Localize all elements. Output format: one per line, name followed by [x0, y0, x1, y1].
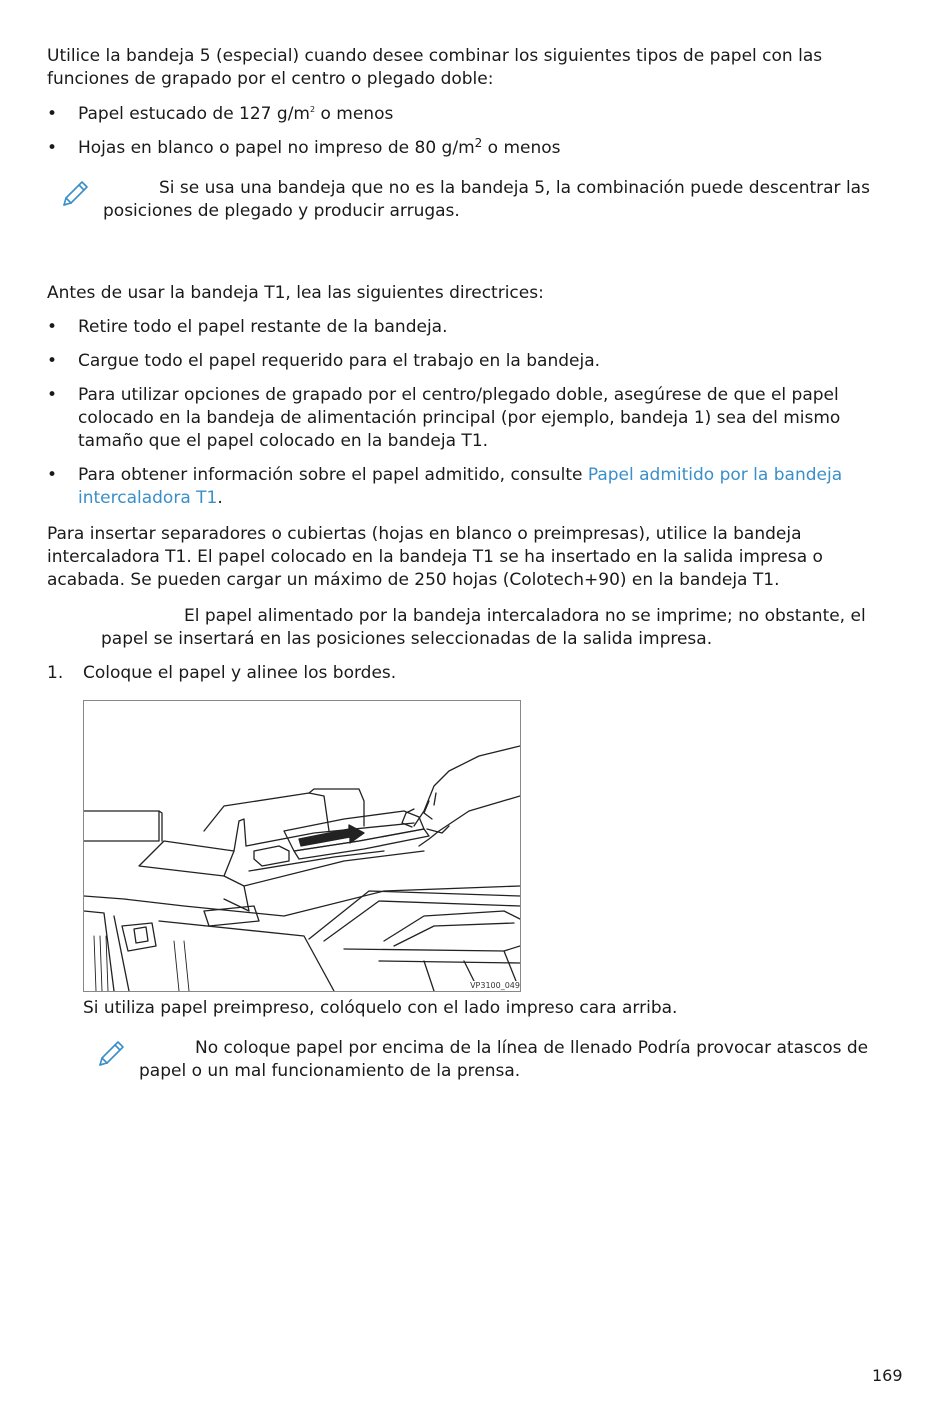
paragraph-t1-description: Para insertar separadores o cubiertas (hojas en blanco o preimpresas), utilice la bandeja intercaladora T1. El papel colocado en la bandeja T1 se ha insertado en la salida impresa o acabada. Se pueden cargar un máximo de 250 hojas (Colotech+90) en la bandeja T1. [47, 524, 823, 590]
figure-loading-paper [83, 700, 521, 992]
note-block [60, 177, 890, 223]
page-number: 169 [872, 1366, 903, 1385]
note-block [101, 605, 891, 651]
list-item [47, 384, 898, 453]
step-number: 1. [47, 663, 64, 683]
note-text: No coloque papel por encima de la línea de llenado Podría provocar atascos de papel o un mal funcionamiento de la prensa. [139, 1038, 869, 1081]
step-text: Coloque el papel y alinee los bordes. [83, 663, 397, 683]
list-item [47, 103, 898, 126]
bullet-dot: • [47, 385, 58, 405]
bullet-dot: • [47, 104, 58, 124]
bullet-text: Retire todo el papel restante de la bandeja. [78, 317, 448, 337]
list-item [47, 464, 898, 510]
bullet-text: Cargue todo el papel requerido para el trabajo en la bandeja. [78, 351, 601, 371]
list-item [47, 350, 898, 373]
list-item [47, 316, 898, 339]
bullet-text-end: . [217, 488, 223, 508]
note-block [96, 1037, 891, 1083]
paragraph-preprinted: Si utiliza papel preimpreso, colóquelo con el lado impreso cara arriba. [83, 998, 678, 1018]
figure-code: VP3100_049 [470, 981, 520, 990]
note-text: El papel alimentado por la bandeja intercaladora no se imprime; no obstante, el papel se insertará en las posiciones seleccionadas de la salida impresa. [101, 606, 866, 649]
pencil-icon [96, 1039, 126, 1069]
bullet-text: Para obtener información sobre el papel admitido, consulte [78, 465, 588, 485]
pencil-icon [60, 179, 90, 209]
bullet-text: Para utilizar opciones de grapado por el centro/plegado doble, asegúrese de que el papel colocado en la bandeja de alimentación principal (por ejemplo, bandeja 1) sea del mismo tamaño que el papel colocado en la bandeja T1. [78, 385, 841, 451]
list-item [47, 137, 898, 160]
note-text: Si se usa una bandeja que no es la bandeja 5, la combinación puede descentrar las posiciones de plegado y producir arrugas. [103, 178, 870, 221]
bullet-text: Hojas en blanco o papel no impreso de 80 g/m [78, 138, 475, 158]
bullet-dot: • [47, 317, 58, 337]
printer-illustration [84, 701, 520, 991]
superscript: 2 [309, 105, 316, 114]
superscript: 2 [474, 136, 483, 150]
bullet-dot: • [47, 138, 58, 158]
paragraph-intro-tray5: Utilice la bandeja 5 (especial) cuando desee combinar los siguientes tipos de papel con las funciones de grapado por el centro o plegado doble: [47, 46, 823, 89]
bullet-text-end: o menos [482, 138, 561, 158]
paragraph-intro-t1: Antes de usar la bandeja T1, lea las siguientes directrices: [47, 283, 544, 303]
bullet-dot: • [47, 351, 58, 371]
link-papel-admitido[interactable]: Papel admitido por la bandeja intercaladora T1 [78, 465, 843, 508]
step-1 [47, 662, 897, 685]
bullet-dot: • [47, 465, 58, 485]
bullet-text: Papel estucado de 127 g/m [78, 104, 310, 124]
bullet-text-end: o menos [315, 104, 394, 124]
